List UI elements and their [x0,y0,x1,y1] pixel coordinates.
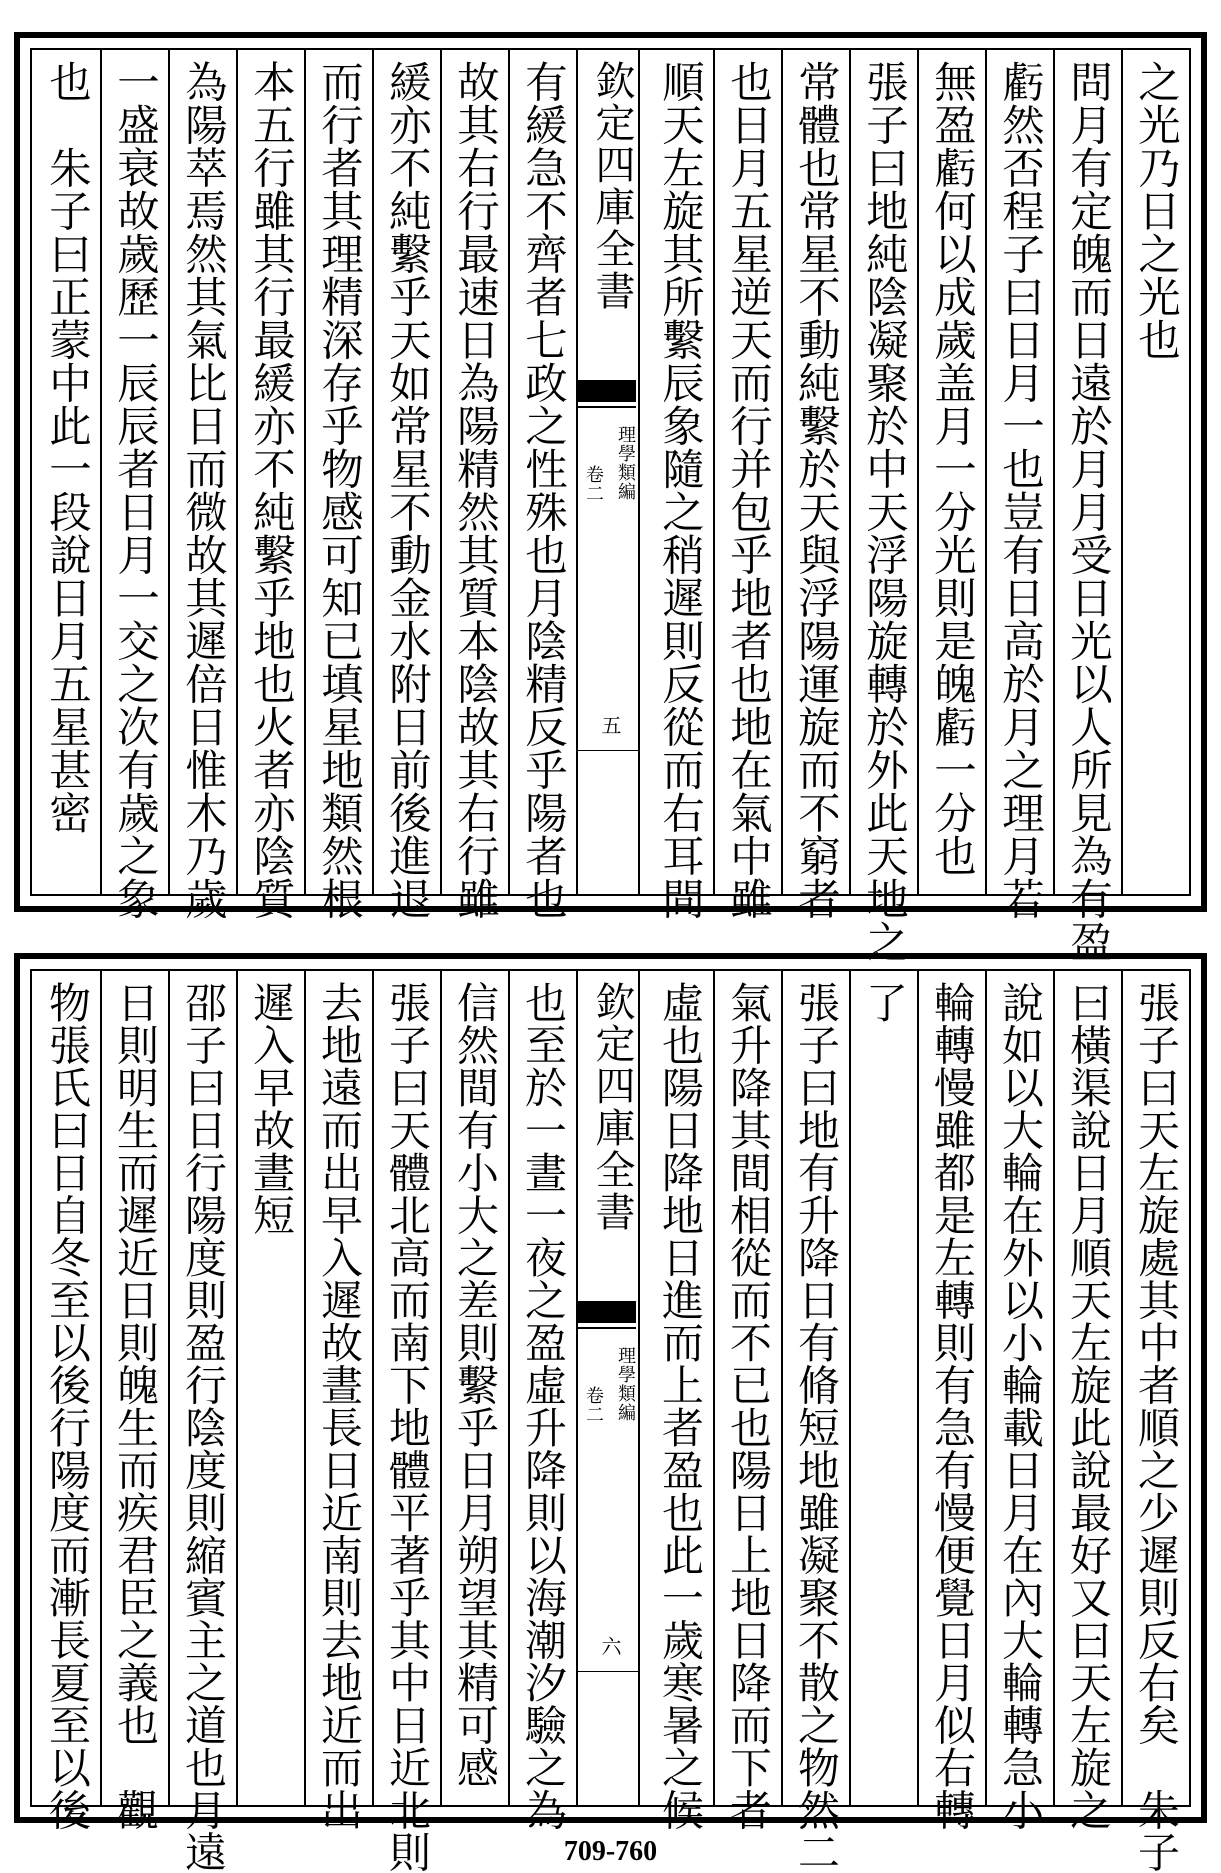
text-column: 張子曰天體北高而南下地體平著乎其中日近北則 [382,981,431,1873]
column-rule [440,971,442,1805]
column-rule [917,50,919,894]
center-margin [576,971,638,1805]
fishtail-line [578,1327,636,1329]
column-rule [1121,971,1123,1805]
fishtail-mark [578,380,636,402]
column-rule [304,50,306,894]
text-column: 緩亦不純繫乎天如常星不動金水附日前後進退 [382,60,431,921]
column-rule [508,971,510,1805]
text-column: 氣升降其間相從而不已也陽日上地日降而下者 [723,981,772,1831]
column-rule [100,971,102,1805]
book-title: 欽定四庫全書 [589,60,635,312]
column-rule [372,971,374,1805]
text-column: 物張氏曰日自冬至以後行陽度而漸長夏至以後 [42,981,91,1831]
column-rule [849,50,851,894]
text-column: 一盛衰故歲歷一辰辰者日月一交之次有歲之象 [110,60,159,921]
center-underline [576,750,638,751]
column-rule [304,971,306,1805]
footer-page-code: 709-760 [563,1836,658,1867]
text-column: 問月有定魄而日遠於月月受日光以人所見為有盈 [1063,60,1112,964]
series-title: 理學類編 [615,425,636,501]
text-column: 曰橫渠說日月順天左旋此說最好又曰天左旋之 [1063,981,1112,1831]
text-column: 虧然否程子曰日月一也豈有日高於月之理月若 [995,60,1044,921]
column-rule [372,50,374,894]
fishtail-line [578,406,636,408]
text-column: 去地遠而出早入遲故晝長日近南則去地近而出 [314,981,363,1831]
column-rule [236,971,238,1805]
text-column: 也日月五星逆天而行并包乎地者也地在氣中雖 [723,60,772,921]
column-rule [1121,50,1123,894]
column-rule [985,971,987,1805]
column-rule [781,50,783,894]
column-rule [508,50,510,894]
column-rule [713,50,715,894]
text-column: 常體也常星不動純繫於天與浮陽運旋而不窮者 [791,60,840,921]
page-number: 六 [598,1636,622,1656]
column-rule [781,971,783,1805]
text-column: 有緩急不齊者七政之性殊也月陰精反乎陽者也 [518,60,567,921]
volume-label: 卷二 [583,465,604,503]
column-rule [100,50,102,894]
center-underline [576,1671,638,1672]
text-column: 本五行雖其行最緩亦不純繫乎地也火者亦陰質 [246,60,295,921]
text-column: 張子曰地有升降日有脩短地雖凝聚不散之物然二 [791,981,840,1873]
text-column: 邵子曰日行陽度則盈行陰度則縮賓主之道也月遠 [178,981,227,1873]
text-column: 也 朱子曰正蒙中此一段說日月五星甚密 [42,60,91,835]
text-column: 之光乃日之光也 [1131,60,1180,362]
text-column: 無盈虧何以成歲盖月一分光則是魄虧一分也 [927,60,976,878]
column-rule [168,50,170,894]
upper-page-frame [30,48,1191,964]
volume-label: 卷二 [583,1386,604,1424]
text-column: 順天左旋其所繫辰象隨之稍遲則反從而右耳間 [655,60,704,921]
fishtail-mark [578,1301,636,1323]
page-number: 五 [598,715,622,735]
text-column: 張子曰地純陰凝聚於中天浮陽旋轉於外此天地之 [859,60,908,964]
text-column: 說如以大輪在外以小輪載日月在內大輪轉急小 [995,981,1044,1831]
series-title: 理學類編 [615,1346,636,1422]
center-rule-left [576,971,578,1805]
upper-page [14,32,1207,964]
column-rule [236,50,238,894]
column-rule [168,971,170,1805]
text-column: 信然間有小大之差則繫乎日月朔望其精可感 [450,981,499,1789]
center-margin [576,50,638,894]
book-title: 欽定四庫全書 [589,981,635,1233]
center-rule-left [576,50,578,894]
column-rule [917,971,919,1805]
text-column: 張子曰天左旋處其中者順之少遲則反右矣 朱子 [1131,981,1180,1873]
center-rule-right [638,971,640,1805]
center-rule-right [638,50,640,894]
text-column: 也至於一晝一夜之盈虛升降則以海潮汐驗之為 [518,981,567,1831]
text-column: 故其右行最速日為陽精然其質本陰故其右行雖 [450,60,499,921]
column-rule [1053,971,1055,1805]
text-column: 輪轉慢雖都是左轉則有急有慢便覺日月似右轉 [927,981,976,1831]
text-column: 虛也陽日降地日進而上者盈也此一歲寒暑之候 [655,981,704,1831]
column-rule [1053,50,1055,894]
column-rule [440,50,442,894]
column-rule [985,50,987,894]
text-column: 為陽萃焉然其氣比日而微故其遲倍日惟木乃歲 [178,60,227,921]
text-column: 了 [859,981,908,1024]
text-column: 日則明生而遲近日則魄生而疾君臣之義也 觀 [110,981,159,1831]
column-rule [713,971,715,1805]
text-column: 遲入早故晝短 [246,981,295,1236]
column-rule [849,971,851,1805]
text-column: 而行者其理精深存乎物感可知已填星地類然根 [314,60,363,921]
